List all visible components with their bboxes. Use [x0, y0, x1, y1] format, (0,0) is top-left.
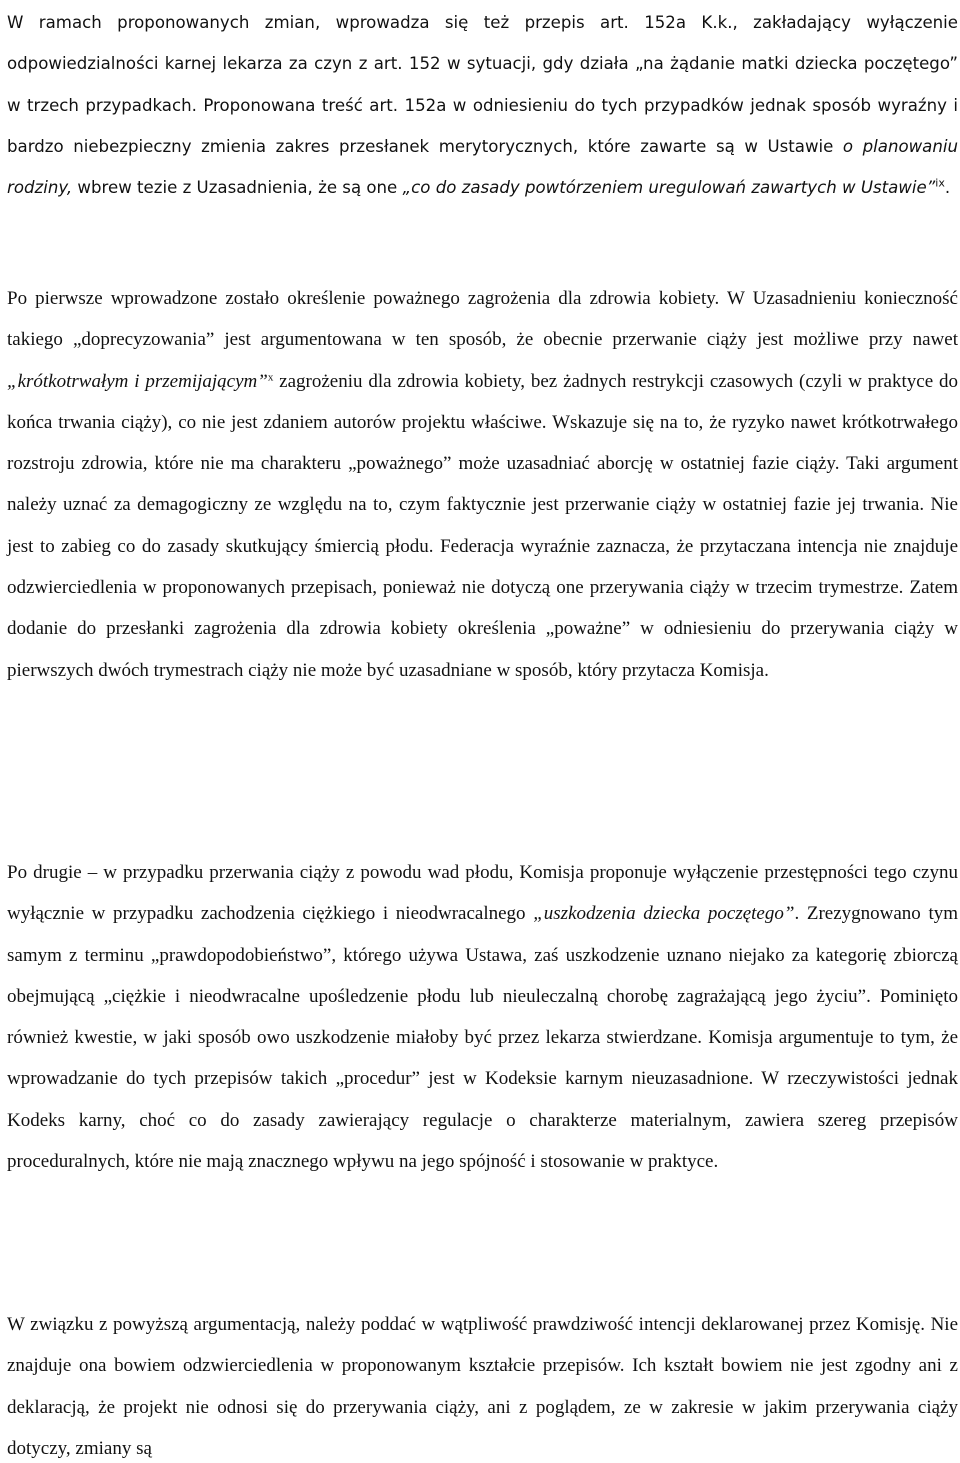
act-title-italic: o planowaniu rodziny, [7, 136, 958, 198]
paragraph-conclusion [7, 1304, 958, 1463]
paragraph-text: wbrew tezie z Uzasadnienia, że są one [72, 178, 403, 198]
paragraph-art-152a [7, 2, 958, 208]
paragraph-second-point [7, 852, 958, 1182]
paragraph-text: . Zrezygnowano tym samym z terminu „prawdopodobieństwo”, którego używa Ustawa, zaś uszkodzenie uznano niejako za kategorię zbiorczą obejmującą „ciężkie i nieodwracalne upośledzenie płodu lub nieuleczalną chorobę zagrażającą jego życiu”. Pominięto również kwestie, w jaki sposób owo uszkodzenie miałoby być przez lekarza stwierdzane. Komisja argumentuje to tym, że wprowadzanie do tych przepisów takich „procedur” jest w Kodeksie karnym nieuzasadnione. W rzeczywistości jednak Kodeks karny, choć co do zasady zawierający regulacje o charakterze materialnym, zawiera szereg przepisów proceduralnych, które nie mają znacznego wpływu na jego spójność i stosowanie w praktyce. [7, 903, 959, 1173]
paragraph-text: . [944, 178, 951, 198]
quoted-passage-italic: „uszkodzenia dziecka poczętego” [533, 903, 795, 925]
footnote-marker: ix [935, 176, 945, 190]
paragraph-text: Po pierwsze wprowadzone zostało określenie poważnego zagrożenia dla zdrowia kobiety. W Uzasadnieniu konieczność takiego „doprecyzowania” jest argumentowana w ten sposób, że obecnie przerwanie ciąży jest możliwe przy nawet [7, 288, 958, 351]
quoted-passage-italic: „krótkotrwałym i przemijającym” [7, 370, 268, 392]
quoted-passage-italic: „co do zasady powtórzeniem uregulowań zawartych w Ustawie” [402, 178, 936, 198]
paragraph-text: Po drugie – w przypadku przerwania ciąży z powodu wad płodu, Komisja proponuje wyłączenie przestępności tego czynu wyłącznie w przypadku zachodzenia ciężkiego i nieodwracalnego [7, 862, 958, 925]
paragraph-text: W związku z powyższą argumentacją, należy poddać w wątpliwość prawdziwość intencji deklarowanej przez Komisję. Nie znajduje ona bowiem odzwierciedlenia w proponowanym kształcie przepisów. Ich kształt bowiem nie jest zgodny ani z deklaracją, że projekt nie odnosi się do przerywania ciąży, ani z poglądem, ze w zakresie w jakim przerywania ciąży dotyczy, zmiany są [7, 1314, 958, 1459]
paragraph-text: W ramach proponowanych zmian, wprowadza się też przepis art. 152a K.k., zakładający wyłączenie odpowiedzialności karnej lekarza za czyn z art. 152 w sytuacji, gdy działa „na żądanie matki dziecka poczętego” w trzech przypadkach. Proponowana treść art. 152a w odniesieniu do tych przypadków jednak sposób wyraźny i bardzo niebezpieczny zmienia zakres przesłanek merytorycznych, które zawarte są w Ustawie [7, 13, 958, 156]
paragraph-text: zagrożeniu dla zdrowia kobiety, bez żadnych restrykcji czasowych (czyli w praktyce do końca trwania ciąży), co nie jest zdaniem autorów projektu właściwe. Wskazuje się na to, że ryzyko nawet krótkotrwałego rozstroju zdrowia, które nie ma charakteru „poważnego” może uzasadniać aborcję w ostatniej fazie ciąży. Taki argument należy uznać za demagogiczny ze względu na to, czym faktycznie jest przerwanie ciąży w ostatniej fazie jej trwania. Nie jest to zabieg co do zasady skutkujący śmiercią płodu. Federacja wyraźnie zaznacza, że przytaczana intencja nie znajduje odzwierciedlenia w proponowanych przepisach, ponieważ nie dotyczą one przerywania ciąży w trzecim trymestrze. Zatem dodanie do przesłanki zagrożenia dla zdrowia kobiety określenia „poważne” w odniesieniu do przerywania ciąży w pierwszych dwóch trymestrach ciąży nie może być uzasadniane w sposób, który przytacza Komisja. [7, 370, 958, 681]
paragraph-first-point [7, 278, 958, 691]
footnote-marker: x [267, 371, 274, 383]
